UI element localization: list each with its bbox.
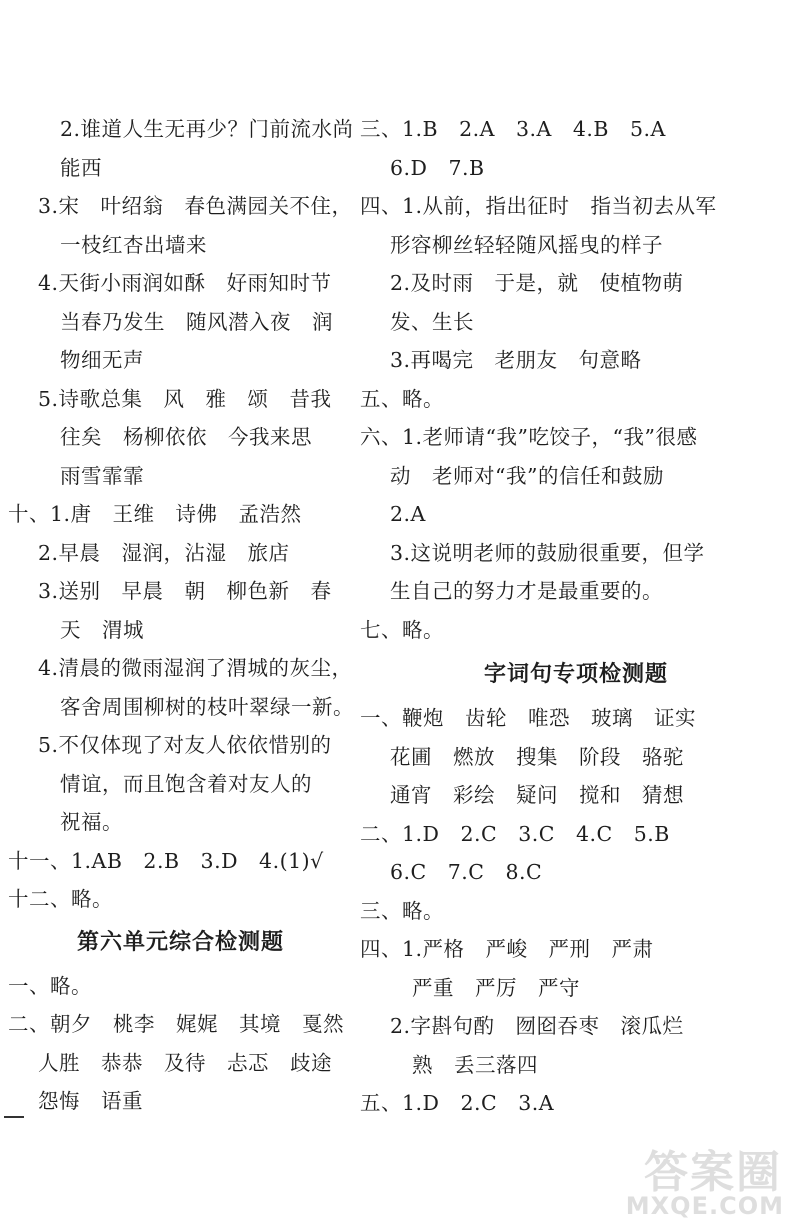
answer-line: 3.再喝完 老朋友 句意略 <box>390 348 642 372</box>
answer-line: 3.宋 叶绍翁 春色满园关不住， <box>38 194 353 218</box>
answer-line: 3.送别 早晨 朝 柳色新 春 <box>38 579 332 603</box>
answer-line: 6.D 7.B <box>390 155 485 180</box>
answer-line: 2.谁道人生无再少？门前流水尚 <box>60 117 354 141</box>
answer-line: 3.这说明老师的鼓励很重要，但学 <box>390 540 705 565</box>
page-number-dash <box>4 1116 24 1118</box>
answer-line: 5.诗歌总集 风 雅 颂 昔我 <box>38 386 332 411</box>
answer-line: 形容柳丝轻轻随风摇曳的样子 <box>390 232 663 257</box>
answer-line: 客舍周围柳树的枝叶翠绿一新。 <box>60 694 354 719</box>
answer-line: 三、1.B 2.A 3.A 4.B 5.A <box>360 117 666 141</box>
answer-line: 生自己的努力才是最重要的。 <box>390 579 663 603</box>
answer-line: 二、1.D 2.C 3.C 4.C 5.B <box>360 821 670 846</box>
answer-line: 2.及时雨 于是，就 使植物萌 <box>390 271 684 295</box>
answer-line: 发、生长 <box>390 309 474 334</box>
answer-line: 物细无声 <box>60 348 144 372</box>
answer-line: 通宵 彩绘 疑问 搅和 猜想 <box>390 783 684 807</box>
watermark-text: 答案圈 <box>644 1147 782 1198</box>
answer-line: 天 渭城 <box>60 617 144 642</box>
answer-line: 一、略。 <box>8 973 92 998</box>
answer-line: 2.字斟句酌 囫囵吞枣 滚瓜烂 <box>390 1014 684 1038</box>
answer-line: 严重 严厉 严守 <box>412 975 580 1000</box>
section-twelve-line: 十二、略。 <box>8 887 113 911</box>
special-test-heading: 字词句专项检测题 <box>483 662 668 687</box>
answer-line: 一、鞭炮 齿轮 唯恐 玻璃 证实 <box>360 706 696 730</box>
watermark-url: MXQE.COM <box>625 1192 784 1220</box>
answer-line: 雨雪霏霏 <box>60 463 144 488</box>
answer-line: 七、略。 <box>360 617 444 642</box>
answer-line: 熟 丢三落四 <box>412 1052 538 1077</box>
answer-line: 五、略。 <box>360 386 444 411</box>
answer-line: 一枝红杏出墙来 <box>60 232 207 257</box>
answer-line: 二、朝夕 桃李 娓娓 其境 戛然 <box>8 1012 344 1036</box>
answer-line: 情谊，而且饱含着对友人的 <box>60 771 312 796</box>
answer-line: 花圃 燃放 搜集 阶段 骆驼 <box>390 744 684 769</box>
answer-line: 2.早晨 湿润，沾湿 旅店 <box>38 540 290 565</box>
answer-line: 4.天街小雨润如酥 好雨知时节 <box>38 271 332 295</box>
answer-line: 五、1.D 2.C 3.A <box>360 1091 555 1115</box>
answer-line: 动 老师对“我”的信任和鼓励 <box>390 463 664 488</box>
answer-line: 6.C 7.C 8.C <box>390 860 543 884</box>
answer-line: 人胜 恭恭 及待 忐忑 歧途 <box>38 1050 332 1075</box>
answer-line: 往矣 杨柳依依 今我来思 <box>60 425 312 449</box>
answer-line: 三、略。 <box>360 898 444 923</box>
answer-line: 怨悔 语重 <box>38 1089 143 1113</box>
unit-six-heading: 第六单元综合检测题 <box>76 929 284 955</box>
answer-line: 四、1.从前，指出征时 指当初去从军 <box>360 194 717 218</box>
answer-line: 4.清晨的微雨湿润了渭城的灰尘， <box>38 656 353 680</box>
answer-line: 当春乃发生 随风潜入夜 润 <box>60 309 333 334</box>
watermark-logo <box>590 1130 790 1222</box>
answer-line: 5.不仅体现了对友人依依惜别的 <box>38 733 332 757</box>
section-ten-line: 十、1.唐 王维 诗佛 孟浩然 <box>8 502 302 526</box>
answer-line: 六、1.老师请“我”吃饺子，“我”很感 <box>360 425 698 449</box>
answer-line: 祝福。 <box>60 810 123 834</box>
answer-line: 四、1.严格 严峻 严刑 严肃 <box>360 937 654 961</box>
answer-line: 能西 <box>60 155 102 180</box>
answer-line: 2.A <box>390 502 426 526</box>
left-column <box>8 110 353 1121</box>
right-column <box>360 110 792 1123</box>
section-eleven-line: 十一、1.AB 2.B 3.D 4.(1)√ <box>8 848 324 873</box>
